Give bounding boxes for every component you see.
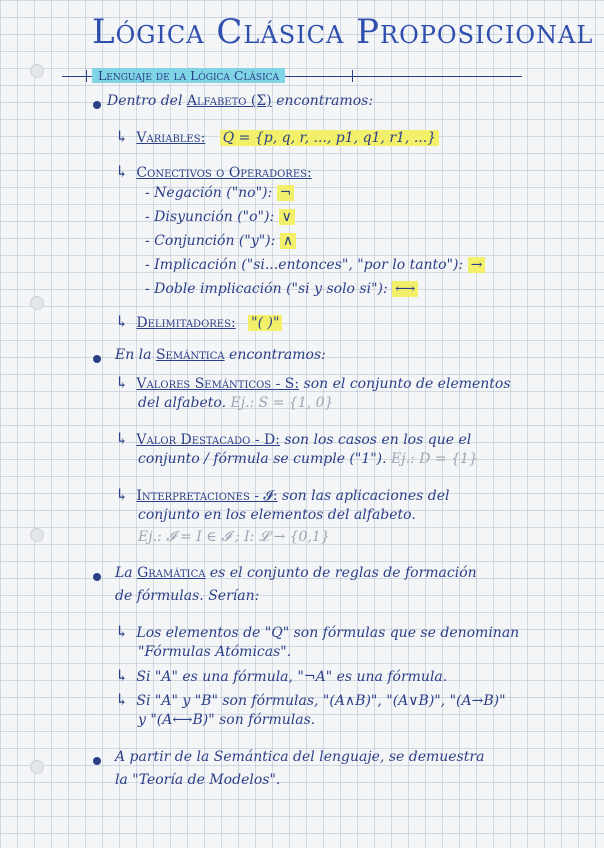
interpretaciones-line2: conjunto en los elementos del alfabeto.: [138, 507, 416, 523]
variables-set: Q = {p, q, r, ..., p1, q1, r1, ...}: [220, 130, 439, 146]
valor-destacado-line2: conjunto / fórmula se cumple ("1"). Ej.: D = {1}: [138, 451, 478, 467]
arrow-icon: ↳: [115, 312, 129, 331]
connective-conjuncion: - Conjunción ("y"): ∧: [145, 233, 296, 249]
conjunction-symbol: ∧: [280, 233, 296, 249]
modelos-line2: la "Teoría de Modelos".: [115, 772, 281, 788]
conectivos-line: ↳ Conectivos o Operadores:: [115, 162, 312, 181]
delimitadores-value: "( )": [248, 315, 282, 331]
page-title: Lógica Clásica Proposicional: [92, 12, 594, 52]
arrow-icon: ↳: [115, 690, 129, 709]
alfabeto-intro: Dentro del Alfabeto (Σ) encontramos:: [107, 93, 374, 109]
interpretaciones-example: Ej.: 𝓘 = I ∈ 𝓘 ; I: 𝓛 → {0,1}: [138, 529, 330, 545]
binder-hole: [30, 64, 44, 78]
rule-binary-line2: y "(A⟷B)" son fórmulas.: [138, 712, 316, 728]
disjunction-symbol: ∨: [279, 209, 295, 225]
arrow-icon: ↳: [115, 622, 129, 641]
binder-hole: [30, 296, 44, 310]
arrow-icon: ↳: [115, 485, 129, 504]
arrow-icon: ↳: [115, 162, 129, 181]
section-rule-tick: [86, 70, 87, 82]
arrow-icon: ↳: [115, 666, 129, 685]
interpretaciones-line: ↳ Interpretaciones - 𝓘: son las aplicaciones del: [115, 485, 450, 504]
bullet-icon: [93, 757, 101, 765]
implication-symbol: →: [468, 257, 486, 273]
connective-implicacion: - Implicación ("si...entonces", "por lo tanto"): →: [145, 257, 485, 273]
modelos-line1: A partir de la Semántica del lenguaje, se demuestra: [115, 749, 485, 765]
gramatica-term: Gramática: [137, 565, 206, 581]
rule-atomic-line2: "Fórmulas Atómicas".: [138, 644, 292, 660]
alfabeto-term: Alfabeto (Σ): [186, 93, 272, 109]
vd-example: Ej.: D = {1}: [391, 451, 478, 467]
negation-symbol: ¬: [277, 185, 295, 201]
connective-disyuncion: - Disyunción ("o"): ∨: [145, 209, 295, 225]
arrow-icon: ↳: [115, 127, 129, 146]
semantica-intro: En la Semántica encontramos:: [115, 347, 326, 363]
rule-negation: ↳ Si "A" es una fórmula, "¬A" es una fórmula.: [115, 666, 448, 685]
connective-negacion: - Negación ("no"): ¬: [145, 185, 294, 201]
variables-line: ↳ Variables: Q = {p, q, r, ..., p1, q1, r1, ...}: [115, 127, 439, 146]
bullet-icon: [93, 101, 101, 109]
bullet-icon: [93, 573, 101, 581]
rule-atomic-line1: ↳ Los elementos de "Q" son fórmulas que se denominan: [115, 622, 520, 641]
gramatica-line2: de fórmulas. Serían:: [115, 588, 260, 604]
semantica-term: Semántica: [155, 347, 225, 363]
vs-example: Ej.: S = {1, 0}: [230, 395, 334, 411]
gramatica-intro: La Gramática es el conjunto de reglas de formación: [115, 565, 477, 581]
arrow-icon: ↳: [115, 429, 129, 448]
delimitadores-line: ↳ Delimitadores: "( )": [115, 312, 282, 331]
rule-binary-line1: ↳ Si "A" y "B" son fórmulas, "(A∧B)", "(A∨B)", "(A→B)": [115, 690, 506, 709]
bullet-icon: [93, 355, 101, 363]
valor-destacado-line: ↳ Valor Destacado - D: son los casos en los que el: [115, 429, 472, 448]
arrow-icon: ↳: [115, 373, 129, 392]
section-heading: Lenguaje de la Lógica Clásica: [92, 68, 285, 83]
connective-doble-implicacion: - Doble implicación ("si y solo si"): ⟷: [145, 281, 418, 297]
binder-hole: [30, 760, 44, 774]
valores-semanticos-line2: del alfabeto. Ej.: S = {1, 0}: [138, 395, 334, 411]
section-rule-tick: [352, 70, 353, 82]
biconditional-symbol: ⟷: [392, 281, 418, 297]
valores-semanticos-line: ↳ Valores Semánticos - S: son el conjunto de elementos: [115, 373, 511, 392]
binder-hole: [30, 528, 44, 542]
